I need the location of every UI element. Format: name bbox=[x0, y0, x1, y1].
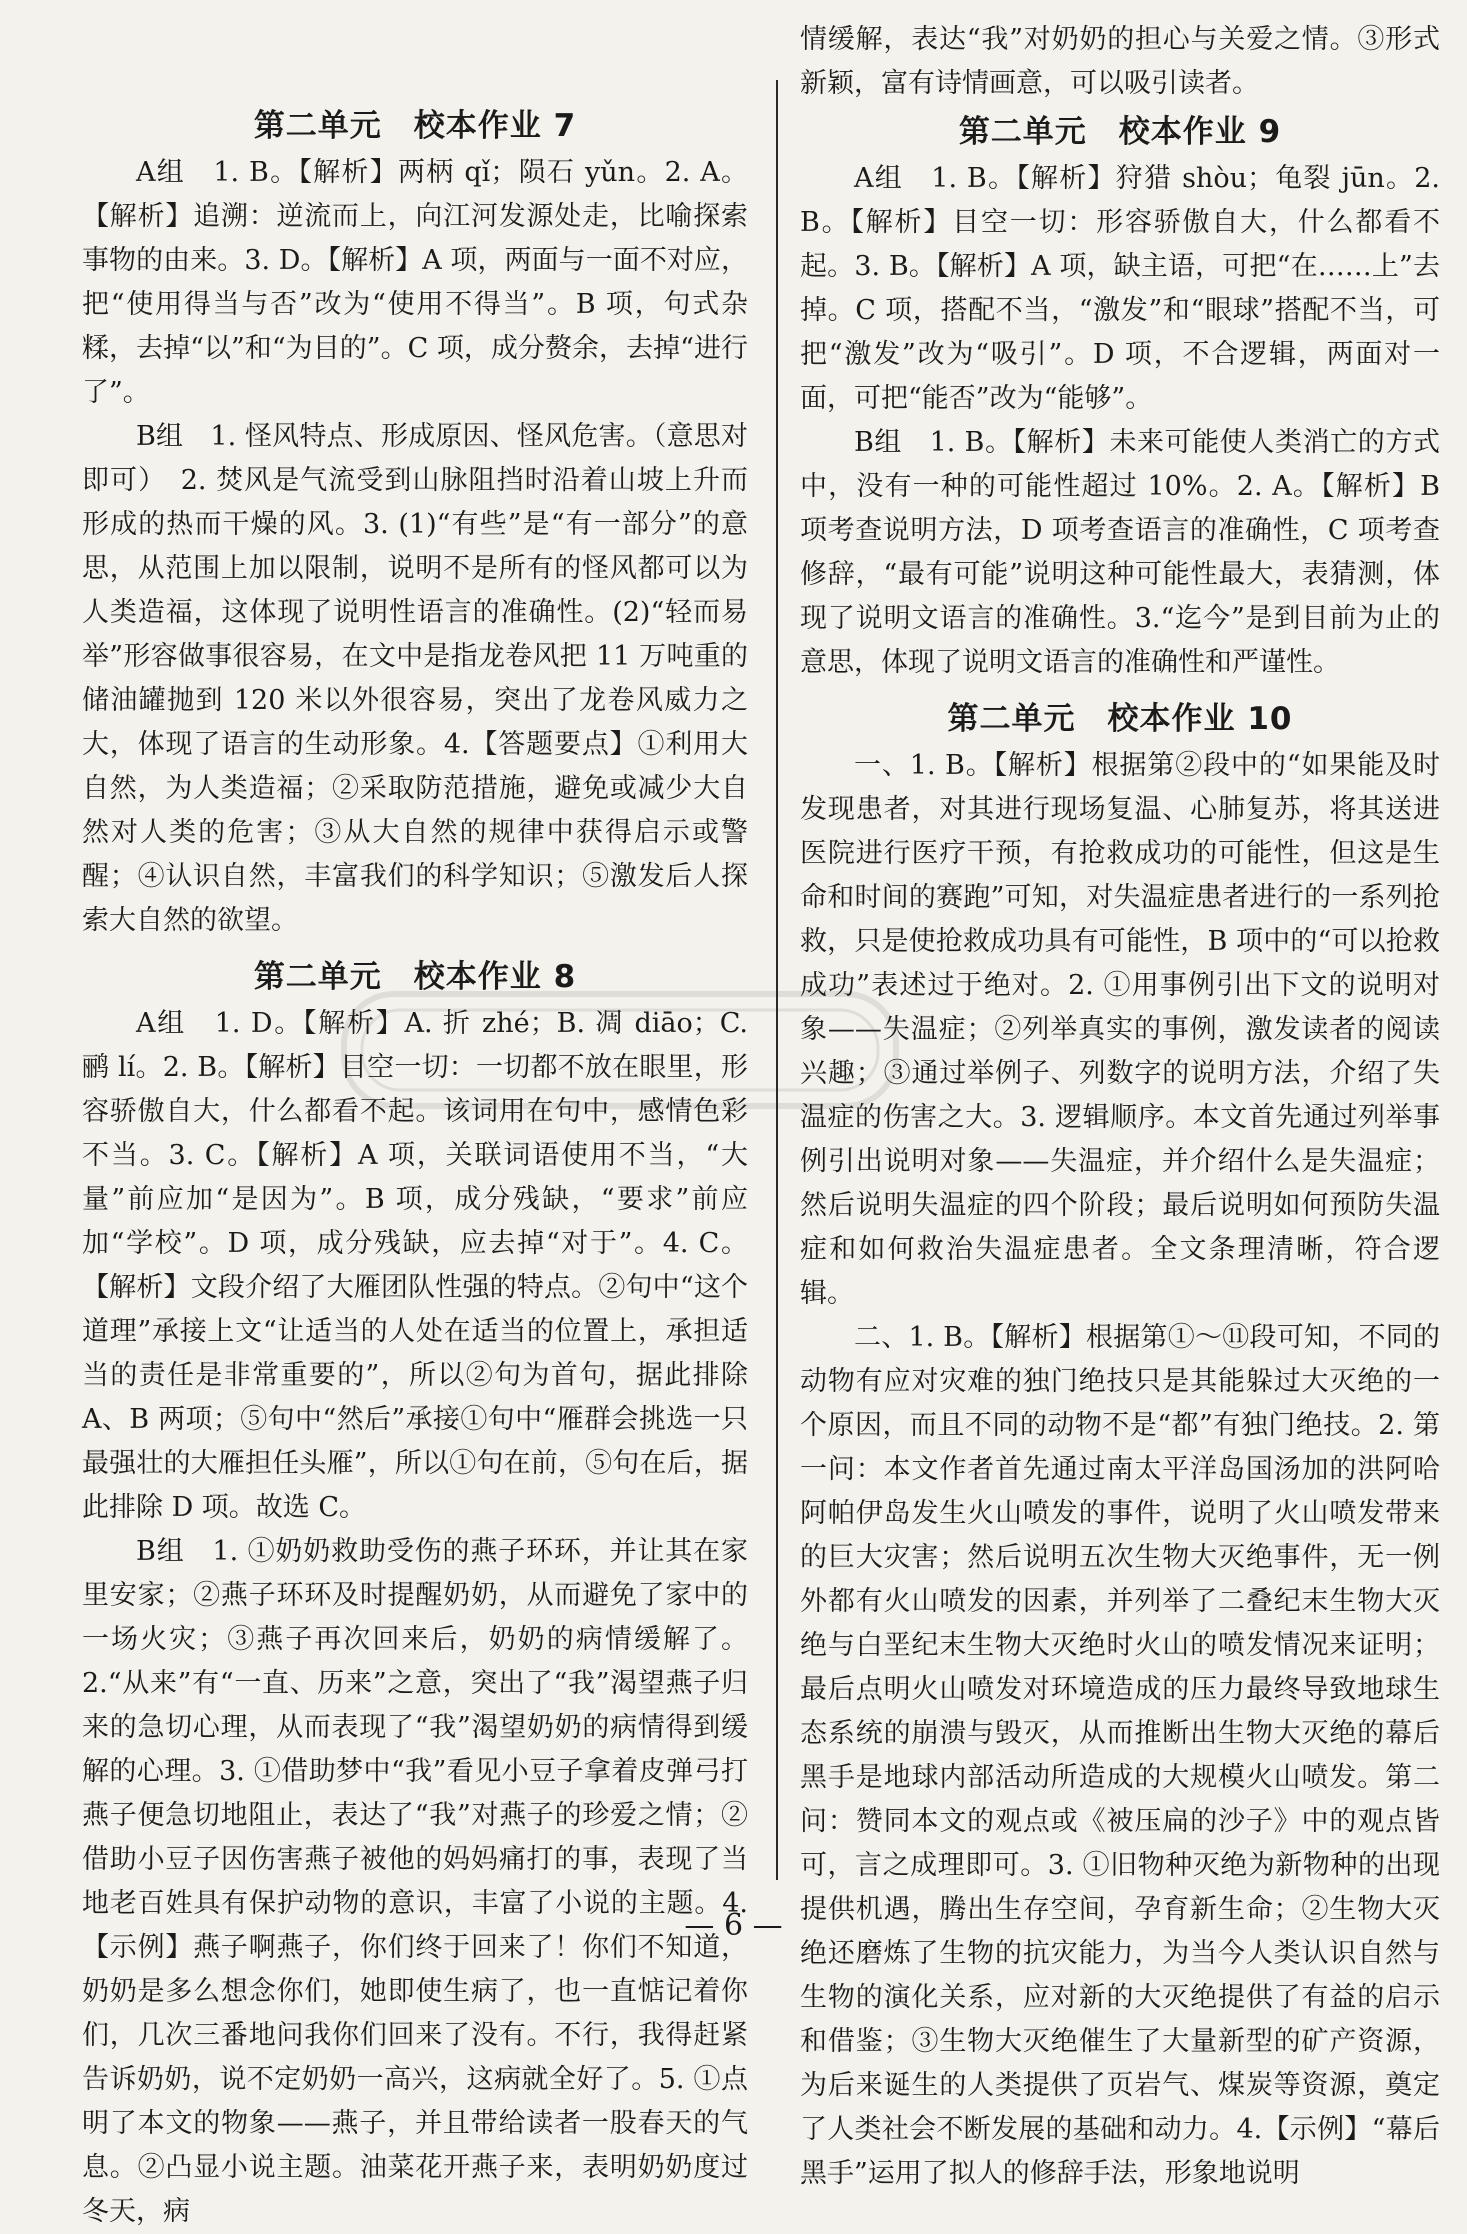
answer-paragraph-9b: B组 1. B。【解析】未来可能使人类消亡的方式中，没有一种的可能性超过 10%。2. A。【解析】B 项考查说明方法，D 项考查语言的准确性，C 项考查修辞，“最有可能”说明这种可能性最大，表猜测，体现了说明文语言的准确性。3.“迄今”是到目前为止的意思，体现了说明文语言的准确性和严谨性。 bbox=[800, 427, 1440, 678]
section-title-9: 第二单元 校本作业 9 bbox=[958, 114, 1282, 150]
section-title-7: 第二单元 校本作业 7 bbox=[253, 108, 577, 144]
answer-paragraph-8a: A组 1. D。【解析】A. 折 zhé；B. 凋 diāo；C. 鹂 lí。2. B。【解析】目空一切：一切都不放在眼里，形容骄傲自大，什么都看不起。该词用在句中，感情色彩不当。3. C。【解析】A 项，关联词语使用不当，“大量”前应加“是因为”。B 项，成分残缺，“要求”前应加“学校”。D 项，成分残缺，应去掉“对于”。4. C。【解析】文段介绍了大雁团队性强的特点。②句中“这个道理”承接上文“让适当的人处在适当的位置上，承担适当的责任是非常重要的”，所以②句为首句，据此排除 A、B 两项；⑤句中“然后”承接①句中“雁群会挑选一只最强壮的大雁担任头雁”，所以①句在前，⑤句在后，据此排除 D 项。故选 C。 bbox=[82, 1008, 748, 1523]
column-divider bbox=[776, 80, 778, 1880]
answer-paragraph-9a: A组 1. B。【解析】狩猎 shòu；龟裂 jūn。2. B。【解析】目空一切：形容骄傲自大，什么都看不起。3. B。【解析】A 项，缺主语，可把“在……上”去掉。C 项，搭配不当，“激发”和“眼球”搭配不当，可把“激发”改为“吸引”。D 项，不合逻辑，两面对一面，可把“能否”改为“能够”。 bbox=[800, 163, 1440, 414]
answer-paragraph-8b: B组 1. ①奶奶救助受伤的燕子环环，并让其在家里安家；②燕子环环及时提醒奶奶，从而避免了家中的一场火灾；③燕子再次回来后，奶奶的病情缓解了。2.“从来”有“一直、历来”之意，突出了“我”渴望燕子归来的急切心理，从而表现了“我”渴望奶奶的病情得到缓解的心理。3. ①借助梦中“我”看见小豆子拿着皮弹弓打燕子便急切地阻止，表达了“我”对燕子的珍爱之情；②借助小豆子因伤害燕子被他的妈妈痛打的事，表现了当地老百姓具有保护动物的意识，丰富了小说的主题。4.【示例】燕子啊燕子，你们终于回来了！你们不知道，奶奶是多么想念你们，她即使生病了，也一直惦记着你们，几次三番地问我你们回来了没有。不行，我得赶紧告诉奶奶，说不定奶奶一高兴，这病就全好了。5. ①点明了本文的物象——燕子，并且带给读者一股春天的气息。②凸显小说主题。油菜花开燕子来，表明奶奶度过冬天，病 bbox=[82, 1536, 748, 2227]
section-title-10: 第二单元 校本作业 10 bbox=[947, 701, 1293, 737]
answer-paragraph-7b: B组 1. 怪风特点、形成原因、怪风危害。（意思对即可） 2. 焚风是气流受到山脉阻挡时沿着山坡上升而形成的热而干燥的风。3. (1)“有些”是“有一部分”的意思，从范围上加以限制，说明不是所有的怪风都可以为人类造福，这体现了说明性语言的准确性。(2)“轻而易举”形容做事很容易，在文中是指龙卷风把 11 万吨重的储油罐抛到 120 米以外很容易，突出了龙卷风威力之大，体现了语言的生动形象。4.【答题要点】①利用大自然，为人类造福；②采取防范措施，避免或减少大自然对人类的危害；③从大自然的规律中获得启示或警醒；④认识自然，丰富我们的科学知识；⑤激发后人探索大自然的欲望。 bbox=[82, 421, 748, 936]
answer-paragraph-10a: 一、1. B。【解析】根据第②段中的“如果能及时发现患者，对其进行现场复温、心肺复苏，将其送进医院进行医疗干预，有抢救成功的可能性，但这是生命和时间的赛跑”可知，对失温症患者进行的一系列抢救，只是使抢救成功具有可能性，B 项中的“可以抢救成功”表述过于绝对。2. ①用事例引出下文的说明对象——失温症；②列举真实的事例，激发读者的阅读兴趣；③通过举例子、列数字的说明方法，介绍了失温症的伤害之大。3. 逻辑顺序。本文首先通过列举事例引出说明对象——失温症，并介绍什么是失温症；然后说明失温症的四个阶段；最后说明如何预防失温症和如何救治失温症患者。全文条理清晰，符合逻辑。 bbox=[800, 750, 1440, 1309]
page-number: — 6 — bbox=[684, 1908, 783, 1943]
left-column bbox=[82, 100, 748, 2227]
section-title-8: 第二单元 校本作业 8 bbox=[253, 959, 577, 995]
answer-paragraph-7a: A组 1. B。【解析】两柄 qǐ；陨石 yǔn。2. A。【解析】追溯：逆流而上，向江河发源处走，比喻探索事物的由来。3. D。【解析】A 项，两面与一面不对应，把“使用得当与否”改为“使用不得当”。B 项，句式杂糅，去掉“以”和“为目的”。C 项，成分赘余，去掉“进行了”。 bbox=[82, 157, 748, 408]
answer-paragraph-10b: 二、1. B。【解析】根据第①～⑪段可知，不同的动物有应对灾难的独门绝技只是其能躲过大灭绝的一个原因，而且不同的动物不是“都”有独门绝技。2. 第一问：本文作者首先通过南太平洋岛国汤加的洪阿哈阿帕伊岛发生火山喷发的事件，说明了火山喷发带来的巨大灾害；然后说明五次生物大灭绝事件，无一例外都有火山喷发的因素，并列举了二叠纪末生物大灭绝与白垩纪末生物大灭绝时火山的喷发情况来证明；最后点明火山喷发对环境造成的压力最终导致地球生态系统的崩溃与毁灭，从而推断出生物大灭绝的幕后黑手是地球内部活动所造成的大规模火山喷发。第二问：赞同本文的观点或《被压扁的沙子》中的观点皆可，言之成理即可。3. ①旧物种灭绝为新物种的出现提供机遇，腾出生存空间，孕育新生命；②生物大灭绝还磨炼了生物的抗灾能力，为当今人类认识自然与生物的演化关系，应对新的大灭绝提供了有益的启示和借鉴；③生物大灭绝催生了大量新型的矿产资源，为后来诞生的人类提供了页岩气、煤炭等资源，奠定了人类社会不断发展的基础和动力。4.【示例】“幕后黑手”运用了拟人的修辞手法，形象地说明 bbox=[800, 1322, 1440, 2189]
right-column bbox=[800, 18, 1440, 2189]
continuation-paragraph: 情缓解，表达“我”对奶奶的担心与关爱之情。③形式新颖，富有诗情画意，可以吸引读者。 bbox=[800, 24, 1440, 99]
